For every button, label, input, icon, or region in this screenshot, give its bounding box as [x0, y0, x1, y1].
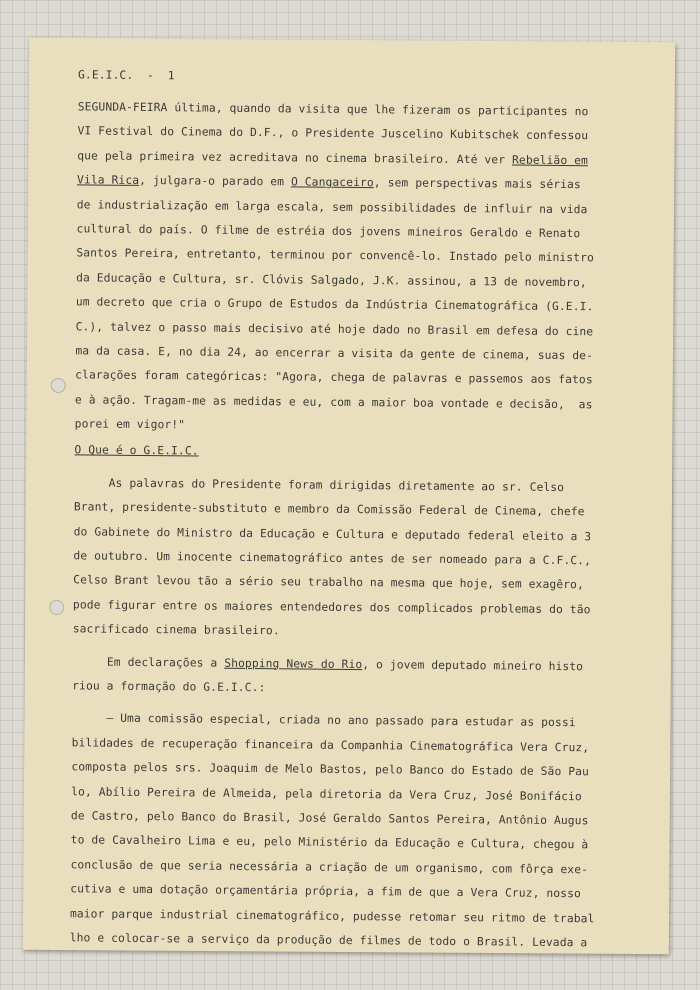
text-line: to de Cavalheiro Lima e eu, pelo Ministério da Educação e Cultura, chegou à: [70, 833, 589, 852]
paragraph-4: [70, 707, 657, 957]
text-line: cutiva e uma dotação orçamentária própria, a fim de que a Vera Cruz, nosso: [70, 882, 581, 901]
text-line: As palavras do Presidente foram dirigidas diretamente ao sr. Celso: [74, 476, 565, 494]
typed-text: [70, 55, 664, 956]
film-title: Rebelião em: [511, 153, 589, 168]
text-span: , julgara-o parado em: [139, 174, 292, 189]
text-line: Celso Brant levou tão a sério seu trabalho na mesma que hoje, sem exagêro,: [73, 573, 584, 592]
paper-sheet: [23, 38, 675, 954]
text-line: um decreto que cria o Grupo de Estudos da Indústria Cinematográfica (G.E.I.: [75, 295, 594, 314]
text-line: porei em vigor!": [74, 417, 186, 432]
text-line: SEGUNDA-FEIRA última, quando da visita que lhe fizeram os participantes no: [77, 100, 589, 119]
text-line: conclusão de que seria necessária a criação de um organismo, com fôrça exe-: [70, 858, 589, 876]
text-line: lho e colocar-se a serviço da produção de filmes de todo o Brasil. Levada a: [69, 931, 588, 950]
punch-hole-top: [51, 378, 66, 393]
text-span: que pela primeira vez acreditava no cinema brasileiro. Até ver: [77, 149, 513, 167]
text-line: bilidades de recuperação financeira da Companhia Cinematográfica Vera Cruz,: [71, 736, 590, 755]
newspaper-title: Shopping News do Rio: [224, 656, 363, 671]
text-span: , o jovem deputado mineiro histo: [362, 657, 584, 673]
paragraph-2: [73, 471, 660, 647]
text-line: clarações foram categóricas: "Agora, chega de palavras e passemos aos fatos: [75, 368, 593, 387]
text-line: do Gabinete do Ministro da Educação e Cultura e deputado federal eleito a 3: [73, 524, 592, 543]
punch-hole-bottom: [49, 600, 64, 615]
text-line: de outubro. Um inocente cinematográfico antes de ser nomeado para a C.F.C.,: [73, 549, 592, 568]
text-span: Em declarações a: [72, 654, 225, 670]
paragraph-1: [75, 95, 663, 442]
text-line: cultural do país. O filme de estréia dos jovens mineiros Geraldo e Renato: [76, 222, 581, 241]
text-line: e à ação. Tragam-me as medidas e eu, com a maior boa vontade e decisão, as: [74, 393, 593, 411]
text-line: Brant, presidente-substituto e membro da Comissão Federal de Cinema, chefe: [73, 500, 585, 519]
text-line: lo, Abílio Pereira de Almeida, pela diretoria da Vera Cruz, José Bonifácio: [71, 784, 582, 803]
text-line: ma da casa. E, no dia 24, ao encerrar a visita da gente de cinema, suas de-: [75, 344, 594, 363]
text-line: da Educação e Cultura, sr. Clóvis Salgado, J.K. assinou, a 13 de novembro,: [76, 271, 587, 289]
text-span: , sem perspectivas mais sérias: [373, 176, 581, 192]
text-line: Santos Pereira, entretanto, terminou por convencê-lo. Instado pelo ministro: [76, 246, 594, 265]
paragraph-3: [72, 650, 657, 704]
text-line: — Uma comissão especial, criada no ano passado para estudar as possi: [71, 711, 576, 730]
text-line: VI Festival do Cinema do D.F., o Presidente Juscelino Kubitschek confessou: [77, 124, 589, 143]
section-heading: O Que é o G.E.I.C.: [74, 443, 199, 458]
text-line: de industrialização em larga escala, sem possibilidades de influir na vida: [76, 197, 588, 216]
page-header: G.E.I.C. - 1: [77, 68, 175, 83]
text-line: pode figurar entre os maiores entendedores dos complicados problemas do tão: [72, 598, 591, 617]
film-title: O Cangaceiro: [290, 175, 374, 190]
text-line: composta pelos srs. Joaquim de Melo Bastos, pelo Banco do Estado de São Pau: [71, 760, 590, 779]
text-line: maior parque industrial cinematográfico, pudesse retomar seu ritmo de trabal: [69, 906, 595, 925]
text-line: de Castro, pelo Banco do Brasil, José Geraldo Santos Pereira, Antônio Augus: [70, 809, 589, 828]
film-title: Vila Rica: [76, 173, 140, 188]
text-line: sacrificado cinema brasileiro.: [72, 622, 280, 638]
text-line: riou a formação do G.E.I.C.:: [72, 679, 266, 695]
text-line: C.), talvez o passo mais decisivo até hoje dado no Brasil em defesa do cine: [75, 319, 594, 338]
